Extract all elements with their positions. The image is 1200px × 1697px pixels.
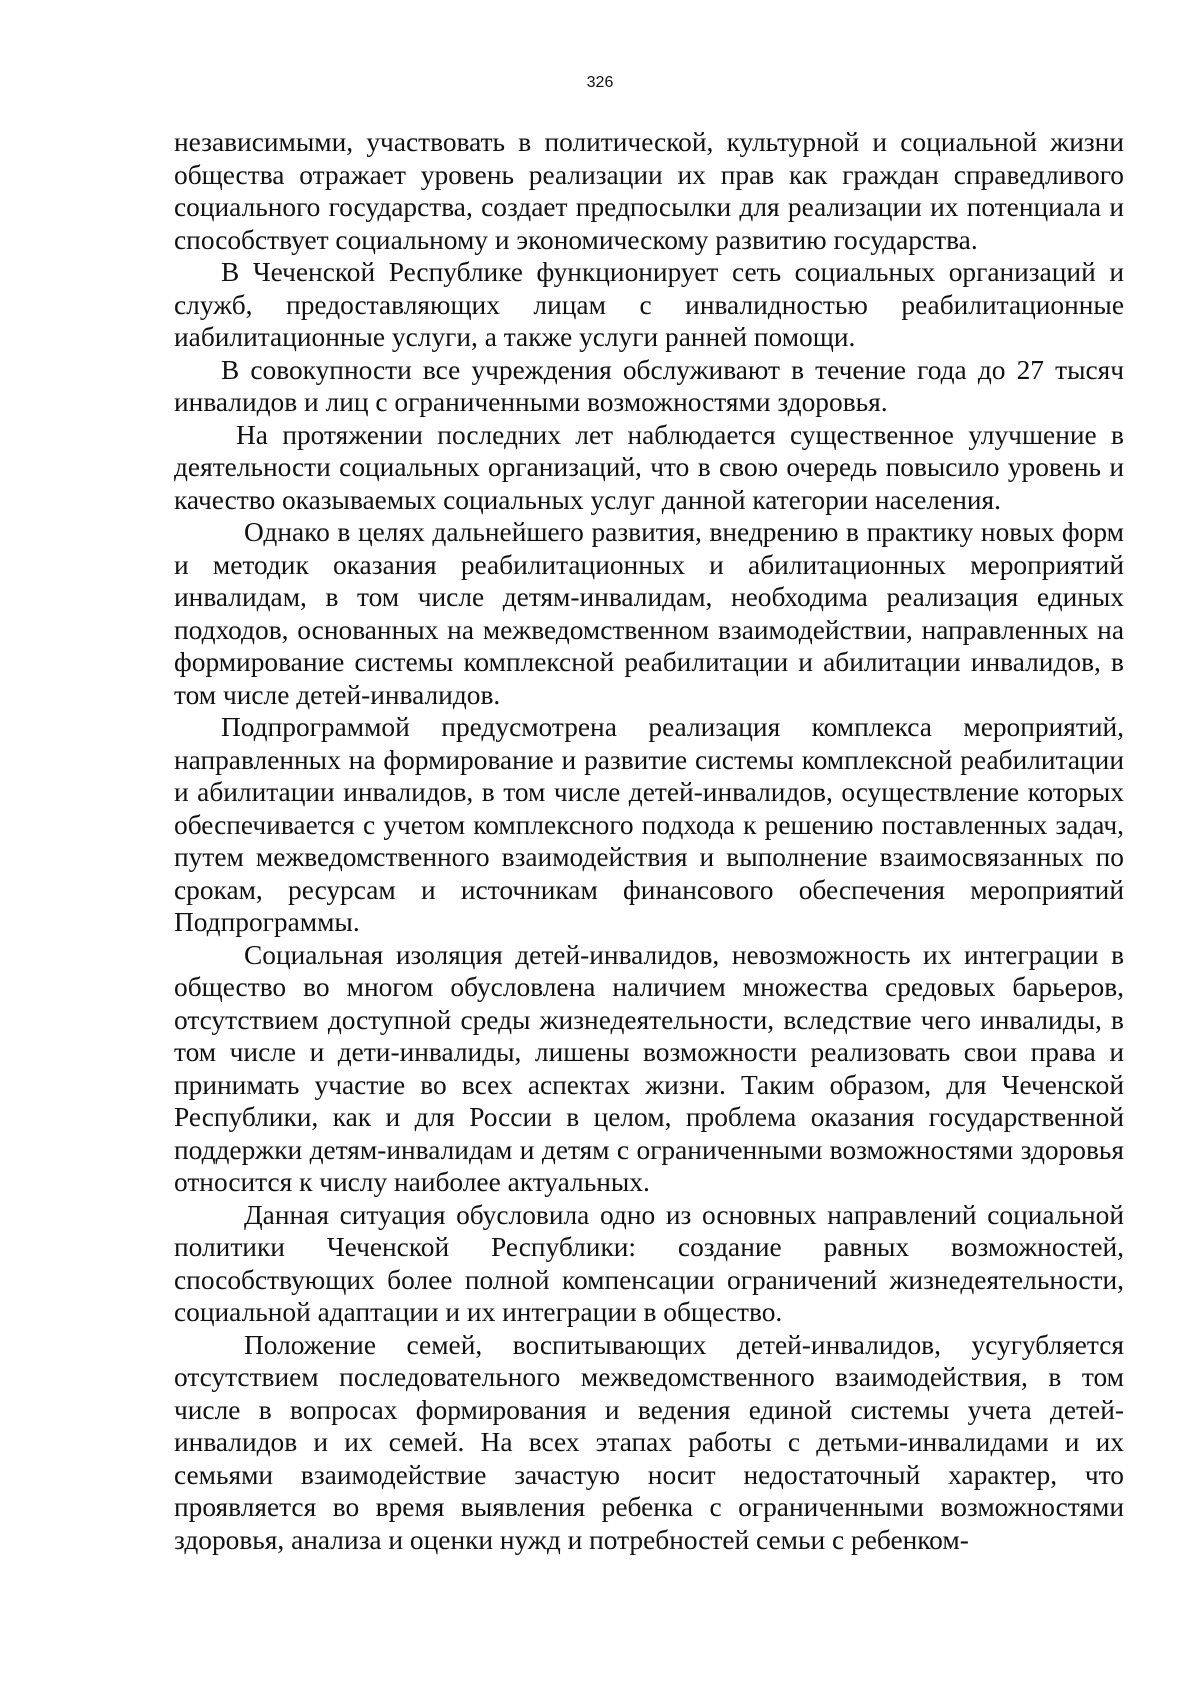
paragraph: Подпрограммой предусмотрена реализация комплекса мероприятий, направленных на формирование и развитие системы комплексной реабилитации и абилитации инвалидов, в том числе детей-инвалидов, осуществление которых обеспечивается с учетом комплексного подхода к решению поставленных задач, путем межведомственного взаимодействия и выполнение взаимосвязанных по срокам, ресурсам и источникам финансового обеспечения мероприятий Подпрограммы.	[174, 712, 1124, 937]
paragraph: Данная ситуация обусловила одно из основных направлений социальной политики Чеченской Республики: создание равных возможностей, способствующих более полной компенсации ограничений жизнедеятельности, социальной адаптации и их интеграции в общество.	[174, 1199, 1124, 1327]
paragraph: В совокупности все учреждения обслуживают в течение года до 27 тысяч инвалидов и лиц с ограниченными возможностями здоровья.	[174, 354, 1124, 417]
paragraph: На протяжении последних лет наблюдается существенное улучшение в деятельности социальных организаций, что в свою очередь повысило уровень и качество оказываемых социальных услуг данной категории населения.	[174, 419, 1124, 515]
paragraph: Социальная изоляция детей-инвалидов, невозможность их интеграции в общество во многом обусловлена наличием множества средовых барьеров, отсутствием доступной среды жизнедеятельности, вследствие чего инвалиды, в том числе и дети-инвалиды, лишены возможности реализовать свои права и принимать участие во всех аспектах жизни. Таким образом, для Чеченской Республики, как и для России в целом, проблема оказания государственной поддержки детям-инвалидам и детям с ограниченными возможностями здоровья относится к числу наиболее актуальных.	[174, 939, 1124, 1197]
paragraph: независимыми, участвовать в политической, культурной и социальной жизни общества отражает уровень реализации их прав как граждан справедливого социального государства, создает предпосылки для реализации их потенциала и способствует социальному и экономическому развитию государства.	[174, 127, 1124, 255]
document-body	[174, 126, 1124, 1556]
paragraph: Однако в целях дальнейшего развития, внедрению в практику новых форм и методик оказания реабилитационных и абилитационных мероприятий инвалидам, в том числе детям-инвалидам, необходима реализация единых подходов, основанных на межведомственном взаимодействии, направленных на формирование системы комплексной реабилитации и абилитации инвалидов, в том числе детей-инвалидов.	[174, 517, 1124, 710]
page-number: 326	[586, 74, 614, 91]
paragraph: В Чеченской Республике функционирует сеть социальных организаций и служб, предоставляющих лицам с инвалидностью реабилитационные иабилитационные услуги, а также услуги ранней помощи.	[174, 257, 1124, 352]
paragraph: Положение семей, воспитывающих детей-инвалидов, усугубляется отсутствием последовательного межведомственного взаимодействия, в том числе в вопросах формирования и ведения единой системы учета детей-инвалидов и их семей. На всех этапах работы с детьми-инвалидами и их семьями взаимодействие зачастую носит недостаточный характер, что проявляется во время выявления ребенка с ограниченными возможностями здоровья, анализа и оценки нужд и потребностей семьи с ребенком-	[174, 1329, 1124, 1555]
